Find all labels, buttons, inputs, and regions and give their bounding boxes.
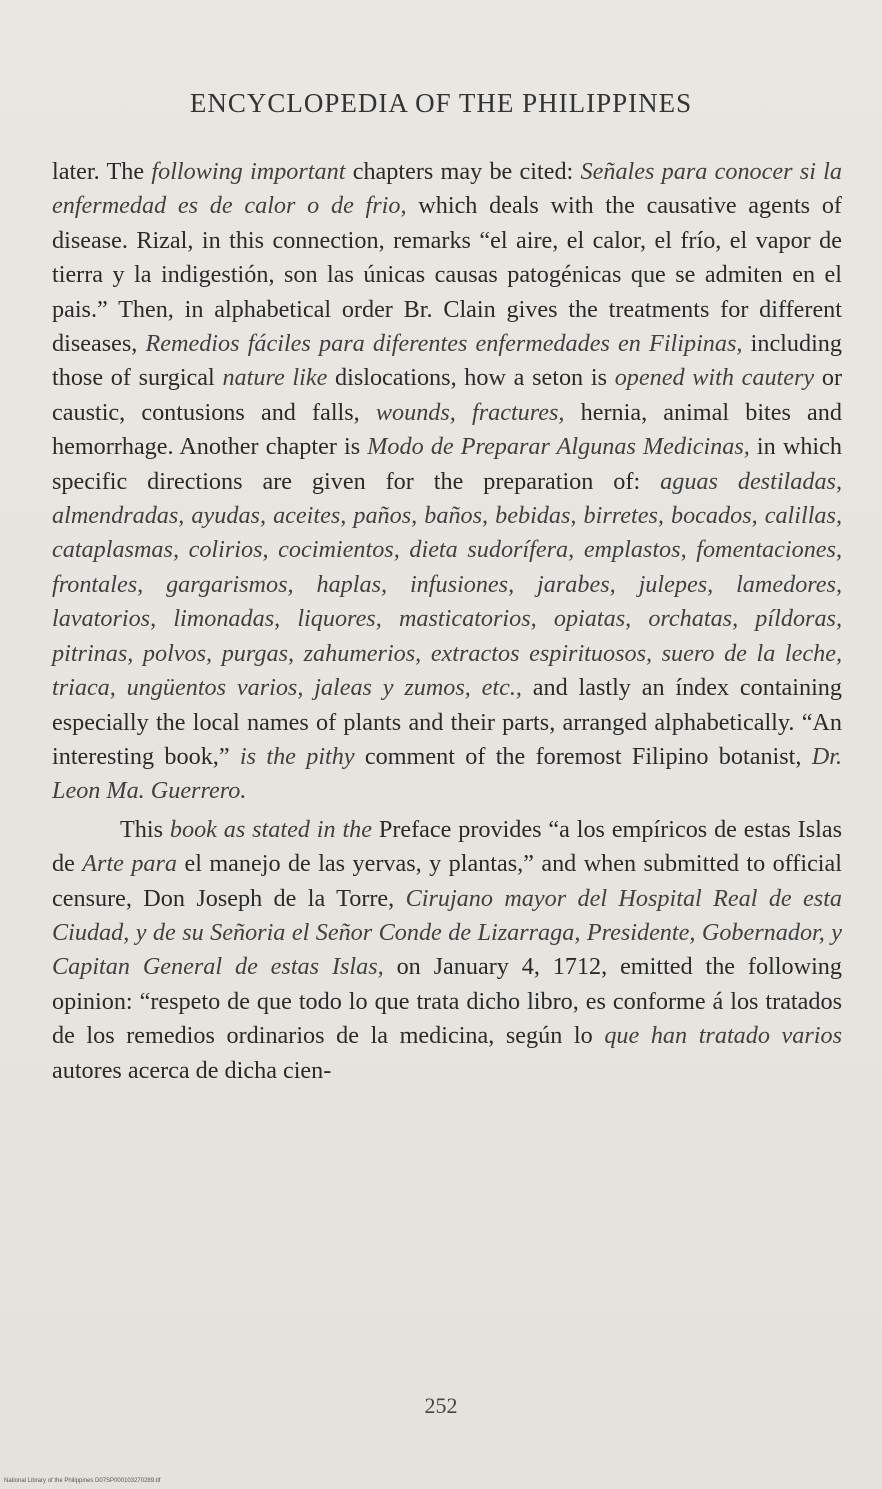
text-run: in which specific directions are given for the preparation of: <box>52 433 842 495</box>
italic-run: aguas destiladas, almendradas, ayudas, aceites, paños, baños, bebidas, birretes, bocados, calillas, cataplasmas, colirios, cocimientos, dieta sudorífera, emplastos, fomentaciones, frontales, gargarismos, haplas, infusiones, jarabes, julepes, lamedores, lavatorios, limonadas, liquores, masticatorios, opiatas, orchatas, píldoras, pitrinas, polvos, purgas, zahumerios, extractos espirituosos, suero de la leche, triaca, ungüentos varios, jaleas y zumos, etc., <box>52 467 842 702</box>
italic-run: opened with cautery <box>614 364 815 392</box>
text-run: and lastly an índex containing especially the local names of plants and their parts, arranged alphabetically. “An interesting book,” <box>52 674 842 770</box>
italic-run: book as stated in the <box>169 815 372 843</box>
text-run: el manejo de las yervas, y plantas,” and when submitted to official censure, Don Joseph de la Torre, <box>52 850 842 912</box>
italic-run: wounds, fractures, <box>375 398 565 426</box>
text-run: Preface provides “a los empíricos de estas Islas de <box>52 815 842 878</box>
text-run: on January 4, 1712, emitted the following opinion: “respeto de que todo lo que trata dicho libro, es conforme á los tratados de los remedios ordinarios de la medicina, según lo <box>52 953 842 1050</box>
text-run: This <box>120 815 170 843</box>
text-run: chapters may be cited: <box>345 158 581 185</box>
text-run: later. The <box>52 158 152 185</box>
italic-run: is the pithy <box>239 742 355 770</box>
text-run: comment of the foremost Filipino botanist, <box>354 742 812 770</box>
running-head: ENCYCLOPEDIA OF THE PHILIPPINES <box>189 88 693 118</box>
text-run: including those of surgical <box>52 330 842 392</box>
italic-run: Arte para <box>82 850 178 878</box>
scan-credit: National Library of the Philippines D07SP000103270289.tif <box>4 1478 161 1484</box>
italic-run: Modo de Preparar Algunas Medicinas, <box>367 433 750 461</box>
italic-run: que han tratado varios <box>604 1022 842 1050</box>
italic-run: nature like <box>222 364 328 392</box>
paragraph-1 <box>52 155 842 809</box>
text-run: autores acerca de dicha cien- <box>52 1056 332 1084</box>
text-run: or caustic, contusions and falls, <box>52 364 843 426</box>
page-number: 252 <box>424 1393 458 1418</box>
italic-run: Dr. Leon Ma. Guerrero. <box>52 742 843 805</box>
body-text <box>52 155 842 1088</box>
text-run: which deals with the causative agents of disease. Rizal, in this connection, remarks “el aire, el calor, el frío, el vapor de tierra y la indigestión, son las únicas causas patogénicas que se admiten en el pais.” Then, in alphabetical order Br. Clain gives the treatments for different diseases, <box>52 192 842 358</box>
italic-run: following important <box>151 158 346 185</box>
paragraph-2 <box>52 813 842 1088</box>
italic-run: Cirujano mayor del Hospital Real de esta Ciudad, y de su Señoria el Señor Conde de Lizarraga, Presidente, Gobernador, y Capitan General de estas Islas, <box>52 884 843 981</box>
italic-run: Señales para conocer si la enfermedad es de calor o de frio, <box>52 158 842 220</box>
text-run: dislocations, how a seton is <box>327 364 615 392</box>
text-run: hernia, animal bites and hemorrhage. Another chapter is <box>52 398 842 461</box>
italic-run: Remedios fáciles para diferentes enfermedades en Filipinas, <box>145 330 743 358</box>
